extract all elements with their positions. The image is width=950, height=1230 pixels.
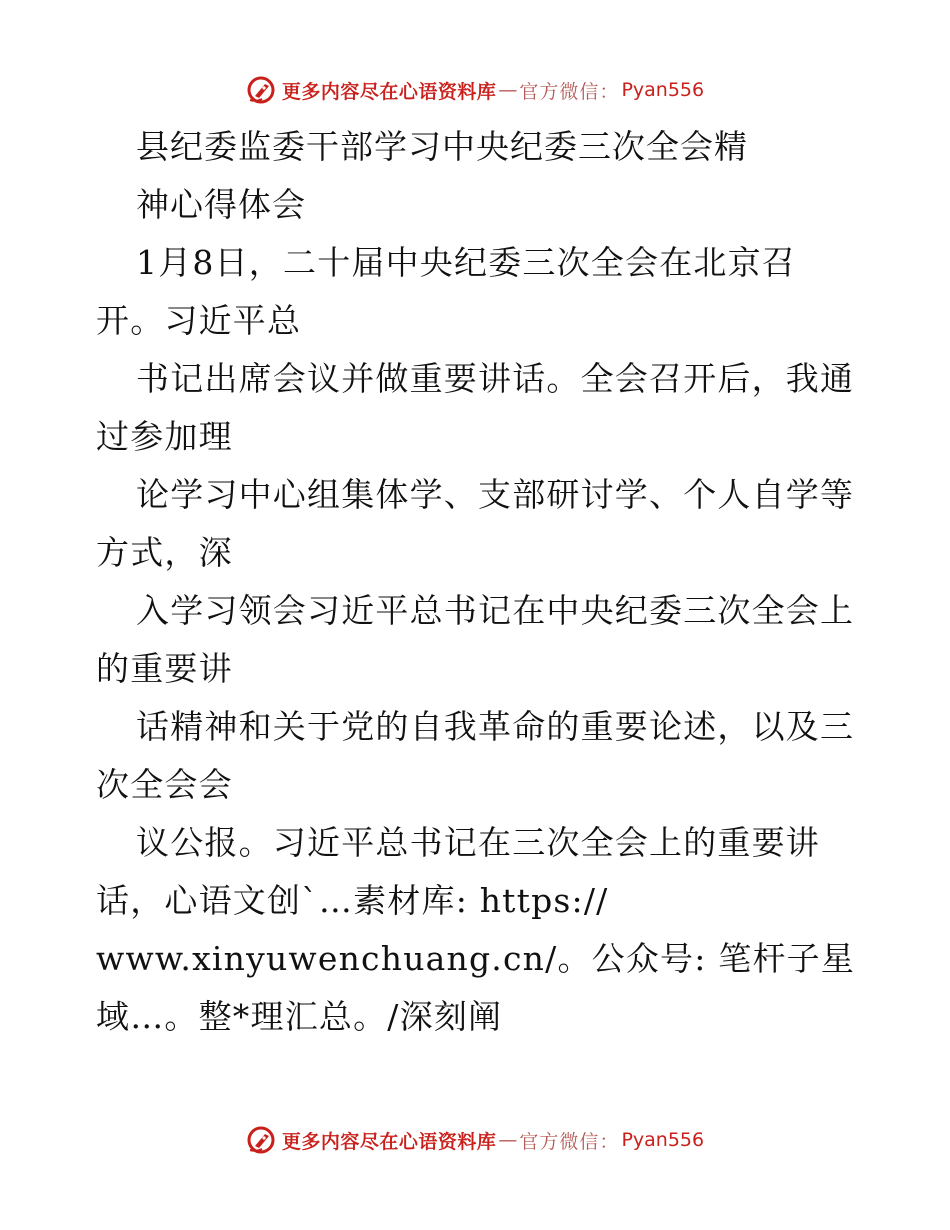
document-title-line-2: 神心得体会 — [136, 185, 306, 224]
header-banner — [0, 70, 950, 110]
paragraph-line: 开。习近平总 — [96, 301, 302, 340]
paragraph-line: 过参加理 — [96, 417, 233, 456]
banner-wechat-label: 官方微信： — [519, 1130, 620, 1153]
paragraph-line: 书记出席会议并做重要讲话。全会召开后，我通 — [136, 359, 855, 398]
paragraph-line: 次全会会 — [96, 765, 233, 804]
banner-wechat-id: Pyan556 — [621, 79, 705, 101]
banner-wechat-id: Pyan556 — [621, 1129, 705, 1151]
banner-brand-text: 更多内容尽在心语资料库 — [281, 80, 497, 103]
paragraph-line: 论学习中心组集体学、支部研讨学、个人自学等 — [136, 475, 855, 514]
paragraph-line: 话精神和关于党的自我革命的重要论述，以及三 — [136, 707, 855, 746]
paragraph-line: 入学习领会习近平总书记在中央纪委三次全会上 — [136, 591, 855, 630]
paragraph-line: 的重要讲 — [96, 649, 233, 688]
banner-dash: — — [498, 1129, 518, 1151]
banner-dash: — — [498, 79, 518, 101]
paragraph-line: 话，心语文创`…素材库: https:// — [96, 881, 609, 920]
paragraph-line: 方式，深 — [96, 533, 233, 572]
pen-nib-logo-icon — [246, 1125, 276, 1155]
document-title-line-1: 县纪委监委干部学习中央纪委三次全会精 — [136, 127, 748, 166]
pen-nib-logo-icon — [246, 75, 276, 105]
paragraph-line: www.xinyuwenchuang.cn/。公众号: 笔杆子星 — [96, 939, 856, 978]
footer-banner — [0, 1120, 950, 1160]
banner-brand-text: 更多内容尽在心语资料库 — [281, 1130, 497, 1153]
paragraph-line: 域…。整*理汇总。/深刻阐 — [96, 997, 503, 1036]
paragraph-line: 议公报。习近平总书记在三次全会上的重要讲 — [136, 823, 820, 862]
document-body — [96, 118, 876, 1046]
banner-wechat-label: 官方微信： — [519, 80, 620, 103]
paragraph-line: 1月8日，二十届中央纪委三次全会在北京召 — [136, 243, 796, 282]
